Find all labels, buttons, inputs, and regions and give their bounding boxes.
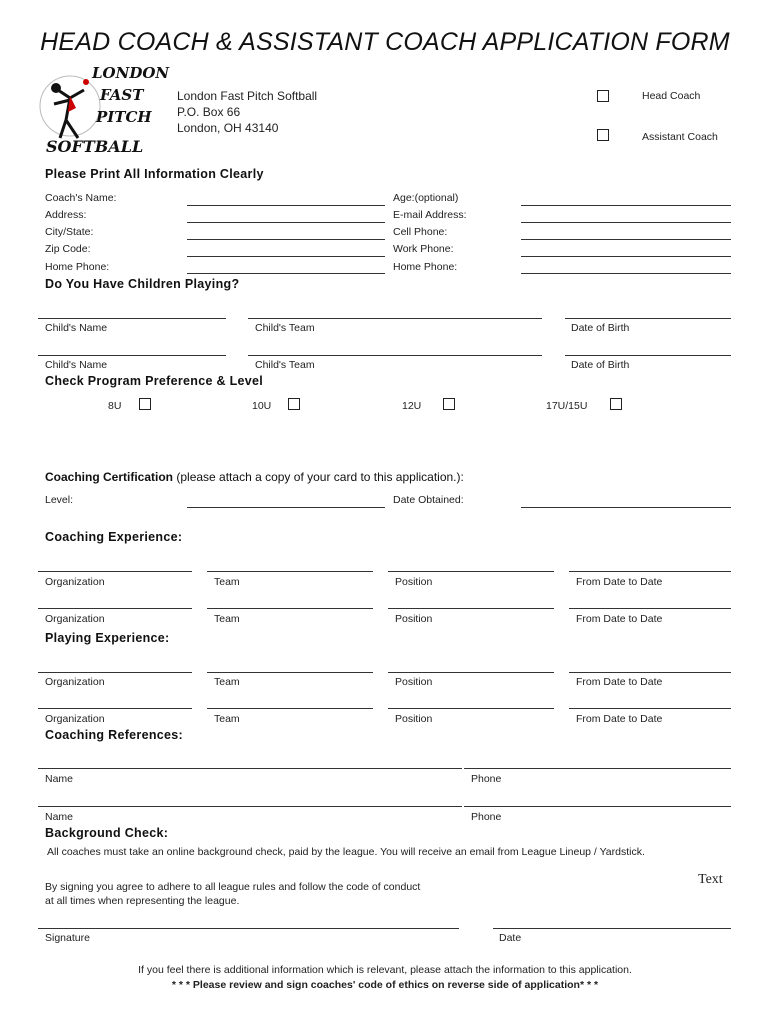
playing-exp-1-dates-label: From Date to Date — [576, 676, 663, 688]
address-label: Address: — [45, 209, 87, 221]
child-1-dob-field[interactable] — [565, 318, 731, 319]
level-field[interactable] — [187, 507, 385, 508]
org-po-box: P.O. Box 66 — [177, 105, 241, 119]
work-phone-field[interactable] — [521, 256, 731, 257]
child-2-name-label: Child's Name — [45, 359, 108, 371]
org-name: London Fast Pitch Softball — [177, 89, 318, 103]
home-phone-2-field[interactable] — [521, 273, 731, 274]
reference-2-name-field[interactable] — [38, 806, 462, 807]
zip-code-field[interactable] — [187, 256, 385, 257]
program-12u-checkbox[interactable] — [443, 398, 455, 410]
children-heading: Do You Have Children Playing? — [45, 277, 240, 291]
home-phone-label: Home Phone: — [45, 261, 110, 273]
softball-logo — [40, 60, 170, 158]
child-2-name-field[interactable] — [38, 355, 226, 356]
coaching-exp-2-team-label: Team — [214, 613, 240, 625]
child-1-team-label: Child's Team — [255, 322, 315, 334]
footer-ethics-note: * * * Please review and sign coaches' code of ethics on reverse side of application* * * — [171, 979, 599, 991]
reference-2-name-label: Name — [45, 811, 74, 823]
child-2-team-label: Child's Team — [255, 359, 315, 371]
playing-exp-1-position-field[interactable] — [388, 672, 554, 673]
certification-heading: Coaching Certification — [45, 470, 174, 484]
signature-label: Signature — [45, 932, 90, 944]
reference-1-phone-field[interactable] — [464, 768, 731, 769]
coaching-experience-heading: Coaching Experience: — [45, 530, 183, 544]
cell-phone-field[interactable] — [521, 239, 731, 240]
email-field[interactable] — [521, 222, 731, 223]
signature-date-field[interactable] — [493, 928, 731, 929]
coaching-exp-1-team-field[interactable] — [207, 571, 373, 572]
playing-exp-1-team-field[interactable] — [207, 672, 373, 673]
playing-exp-2-dates-label: From Date to Date — [576, 713, 663, 725]
child-1-name-label: Child's Name — [45, 322, 108, 334]
certification-note: (please attach a copy of your card to this application.): — [176, 470, 464, 484]
signature-field[interactable] — [38, 928, 459, 929]
program-17u15u-label: 17U/15U — [546, 400, 588, 412]
address-field[interactable] — [187, 222, 385, 223]
child-2-dob-field[interactable] — [565, 355, 731, 356]
playing-exp-1-org-field[interactable] — [38, 672, 192, 673]
playing-exp-2-position-field[interactable] — [388, 708, 554, 709]
playing-exp-2-team-field[interactable] — [207, 708, 373, 709]
playing-exp-2-org-label: Organization — [45, 713, 105, 725]
head-coach-label: Head Coach — [642, 90, 701, 102]
references-heading: Coaching References: — [45, 728, 183, 742]
cell-phone-label: Cell Phone: — [393, 226, 448, 238]
coaching-exp-1-position-label: Position — [395, 576, 433, 588]
playing-exp-2-team-label: Team — [214, 713, 240, 725]
coaching-exp-1-dates-field[interactable] — [569, 571, 731, 572]
coaching-exp-1-dates-label: From Date to Date — [576, 576, 663, 588]
coaching-exp-1-org-field[interactable] — [38, 571, 192, 572]
form-title: HEAD COACH & ASSISTANT COACH APPLICATION FORM — [40, 28, 730, 56]
svg-text:FAST: FAST — [100, 86, 144, 104]
coaching-exp-1-org-label: Organization — [45, 576, 105, 588]
reference-1-name-field[interactable] — [38, 768, 462, 769]
email-label: E-mail Address: — [393, 209, 467, 221]
certification-row — [45, 470, 464, 484]
child-1-name-field[interactable] — [38, 318, 226, 319]
level-label: Level: — [45, 494, 74, 506]
child-1-dob-label: Date of Birth — [571, 322, 630, 334]
coaching-exp-2-org-label: Organization — [45, 613, 105, 625]
org-city: London, OH 43140 — [177, 121, 279, 135]
date-obtained-label: Date Obtained: — [393, 494, 464, 506]
reference-2-phone-label: Phone — [471, 811, 502, 823]
age-label: Age:(optional) — [393, 192, 459, 204]
home-phone-field[interactable] — [187, 273, 385, 274]
program-heading: Check Program Preference & Level — [45, 374, 264, 388]
background-heading: Background Check: — [45, 826, 169, 840]
footer-note: If you feel there is additional information which is relevant, please attach the information to this application. — [138, 964, 632, 976]
coaching-exp-2-position-label: Position — [395, 613, 433, 625]
program-8u-checkbox[interactable] — [139, 398, 151, 410]
child-2-dob-label: Date of Birth — [571, 359, 630, 371]
svg-text:LONDON: LONDON — [92, 64, 170, 82]
playing-exp-1-team-label: Team — [214, 676, 240, 688]
date-obtained-field[interactable] — [521, 507, 731, 508]
coaching-exp-1-position-field[interactable] — [388, 571, 554, 572]
playing-exp-2-position-label: Position — [395, 713, 433, 725]
coaching-exp-2-dates-field[interactable] — [569, 608, 731, 609]
city-state-field[interactable] — [187, 239, 385, 240]
playing-exp-1-position-label: Position — [395, 676, 433, 688]
program-10u-label: 10U — [252, 400, 272, 412]
program-10u-checkbox[interactable] — [288, 398, 300, 410]
playing-exp-2-dates-field[interactable] — [569, 708, 731, 709]
reference-2-phone-field[interactable] — [464, 806, 731, 807]
reference-1-phone-label: Phone — [471, 773, 502, 785]
agree-text-2: at all times when representing the league. — [45, 895, 240, 907]
work-phone-label: Work Phone: — [393, 243, 454, 255]
agree-text-1: By signing you agree to adhere to all league rules and follow the code of conduct — [45, 881, 421, 893]
playing-exp-2-org-field[interactable] — [38, 708, 192, 709]
svg-text:PITCH: PITCH — [96, 108, 152, 126]
head-coach-checkbox[interactable] — [597, 90, 609, 102]
info-heading: Please Print All Information Clearly — [45, 167, 264, 181]
playing-exp-1-org-label: Organization — [45, 676, 105, 688]
coach-name-label: Coach's Name: — [45, 192, 117, 204]
coach-name-field[interactable] — [187, 205, 385, 206]
playing-experience-heading: Playing Experience: — [45, 631, 170, 645]
coaching-exp-2-org-field[interactable] — [38, 608, 192, 609]
program-17u15u-checkbox[interactable] — [610, 398, 622, 410]
assistant-coach-label: Assistant Coach — [642, 131, 718, 143]
zip-code-label: Zip Code: — [45, 243, 91, 255]
coaching-exp-2-position-field[interactable] — [388, 608, 554, 609]
program-8u-label: 8U — [108, 400, 122, 412]
city-state-label: City/State: — [45, 226, 94, 238]
text-annotation: Text — [698, 872, 723, 887]
assistant-coach-checkbox[interactable] — [597, 129, 609, 141]
reference-1-name-label: Name — [45, 773, 74, 785]
background-text: All coaches must take an online background check, paid by the league. You will receive an email from League Lineup / Yardstick. — [47, 846, 645, 858]
program-12u-label: 12U — [402, 400, 422, 412]
playing-exp-1-dates-field[interactable] — [569, 672, 731, 673]
coaching-exp-2-dates-label: From Date to Date — [576, 613, 663, 625]
home-phone-2-label: Home Phone: — [393, 261, 458, 273]
age-field[interactable] — [521, 205, 731, 206]
coaching-exp-2-team-field[interactable] — [207, 608, 373, 609]
child-1-team-field[interactable] — [248, 318, 542, 319]
svg-text:SOFTBALL: SOFTBALL — [46, 137, 144, 156]
coaching-exp-1-team-label: Team — [214, 576, 240, 588]
child-2-team-field[interactable] — [248, 355, 542, 356]
signature-date-label: Date — [499, 932, 522, 944]
